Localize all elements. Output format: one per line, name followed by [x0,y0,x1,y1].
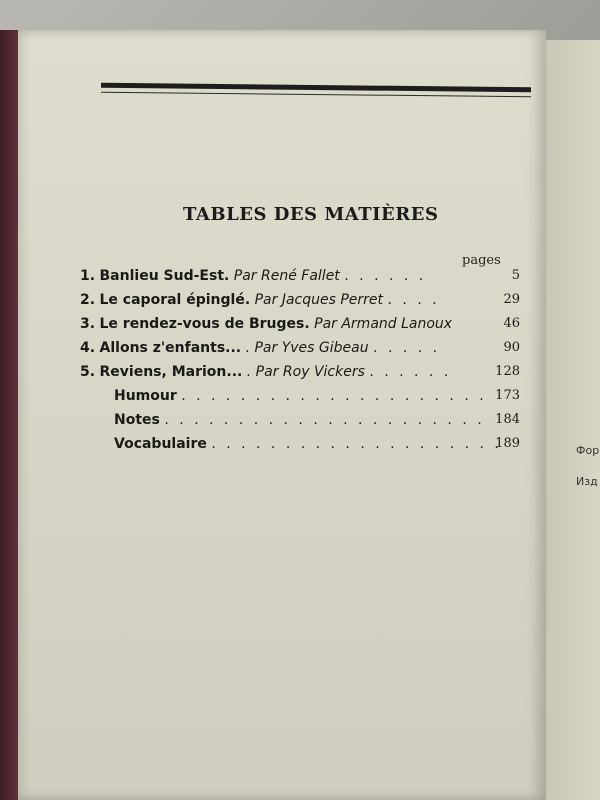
entry-author: Par René Fallet [233,268,340,284]
entry-number: 4. [80,340,96,356]
leader-dots: . . . . . . [344,268,427,284]
toc-entry [80,292,520,316]
facing-page-text-1: Фор [576,444,600,457]
leader-dots: . . . . [387,292,440,308]
entry-number: 2. [80,292,96,308]
toc-entry [80,316,520,340]
toc-entry [80,340,520,364]
toc-entry [80,364,520,388]
header-rule-thin [101,92,531,98]
leader-dots: . . . . . [373,340,441,356]
entry-title: Reviens, Marion... [99,364,243,380]
entry-number: 1. [80,268,96,284]
entry-page: 90 [503,340,520,355]
entry-author: Par Armand Lanoux [314,316,453,332]
entry-page: 29 [503,292,520,307]
toc-entry [80,268,520,292]
entry-number: 3. [80,316,96,332]
entry-page: 184 [495,412,520,427]
entry-author: . Par Roy Vickers [246,364,365,380]
entry-author: . Par Yves Gibeau [245,340,369,356]
toc-entry [80,436,520,460]
toc-entry [80,388,520,412]
entry-title: Le rendez-vous de Bruges. [99,316,310,332]
entry-page: 128 [495,364,520,379]
header-rule-thick [101,83,531,93]
entry-number: 5. [80,364,96,380]
entry-page: 46 [503,316,520,331]
entry-page: 173 [495,388,520,403]
pages-column-label: pages [462,253,501,268]
facing-page [540,40,600,800]
leader-dots: . . . . . . [369,364,452,380]
leader-dots: . . . . . . . . . . . . . . . . . . . . [211,436,502,452]
entry-title: Banlieu Sud-Est. [99,268,230,284]
entry-title: Notes [114,412,160,428]
page-title: TABLES DES MATIÈRES [183,204,439,225]
entry-title: Humour [114,388,177,404]
leader-dots: . . . . . . . . . . . . . . . . . . . . . [181,388,487,404]
entry-title: Allons z'enfants... [99,340,242,356]
entry-author: Par Jacques Perret [254,292,384,308]
table-of-contents [80,268,520,460]
entry-page: 189 [495,436,520,451]
entry-page: 5 [511,268,520,283]
facing-page-text-2: Изд [576,475,598,488]
entry-title: Vocabulaire [114,436,207,452]
toc-entry [80,412,520,436]
entry-title: Le caporal épinglé. [99,292,251,308]
leader-dots: . . . . . . . . . . . . . . . . . . . . . . [164,412,485,428]
